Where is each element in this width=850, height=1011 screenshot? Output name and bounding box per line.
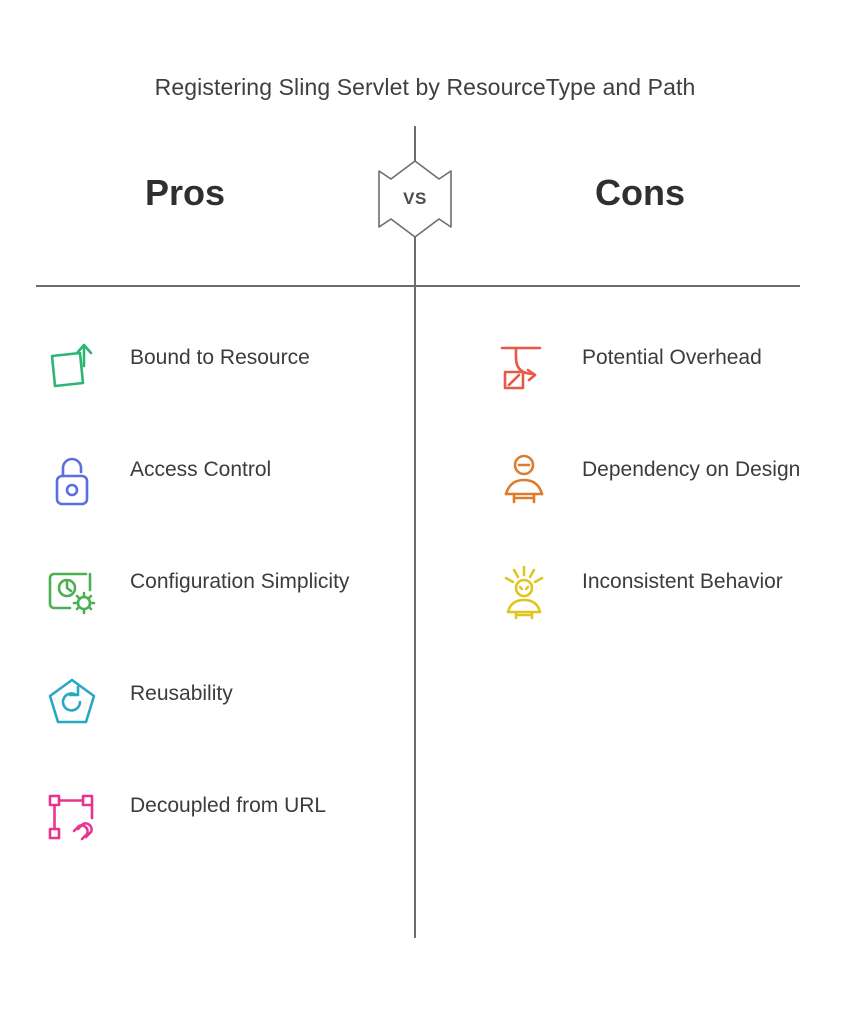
pros-list [36, 330, 386, 890]
vs-badge [371, 157, 459, 241]
list-item-label: Access Control [130, 458, 272, 481]
list-item-label: Decoupled from URL [130, 794, 327, 817]
list-item [36, 666, 386, 742]
list-item [36, 554, 386, 630]
list-item-label: Reusability [130, 682, 233, 705]
list-item [488, 442, 818, 518]
access-control-lock-icon [36, 442, 108, 518]
cons-heading: Cons [595, 172, 685, 213]
page-title: Registering Sling Servlet by ResourceType and Path [154, 74, 696, 100]
list-item [36, 442, 386, 518]
list-item-label: Dependency on Design [582, 458, 801, 481]
decoupled-from-url-icon [36, 778, 108, 854]
list-item-label: Bound to Resource [130, 346, 310, 369]
reusability-refresh-icon [36, 666, 108, 742]
list-item [36, 778, 386, 854]
list-item-label: Potential Overhead [582, 346, 762, 369]
potential-overhead-icon [488, 330, 560, 406]
dependency-on-design-icon [488, 442, 560, 518]
list-item [488, 330, 818, 406]
pros-heading: Pros [144, 172, 226, 213]
cons-divider-rule [414, 285, 800, 287]
configuration-simplicity-icon [36, 554, 108, 630]
list-item-label: Inconsistent Behavior [582, 570, 783, 593]
center-divider [414, 126, 416, 938]
vs-label: VS [403, 189, 427, 208]
list-item-label: Configuration Simplicity [130, 570, 350, 593]
list-item [488, 554, 818, 630]
bound-to-resource-icon [36, 330, 108, 406]
list-item [36, 330, 386, 406]
cons-list [488, 330, 818, 666]
pros-divider-rule [36, 285, 414, 287]
inconsistent-behavior-icon [488, 554, 560, 630]
